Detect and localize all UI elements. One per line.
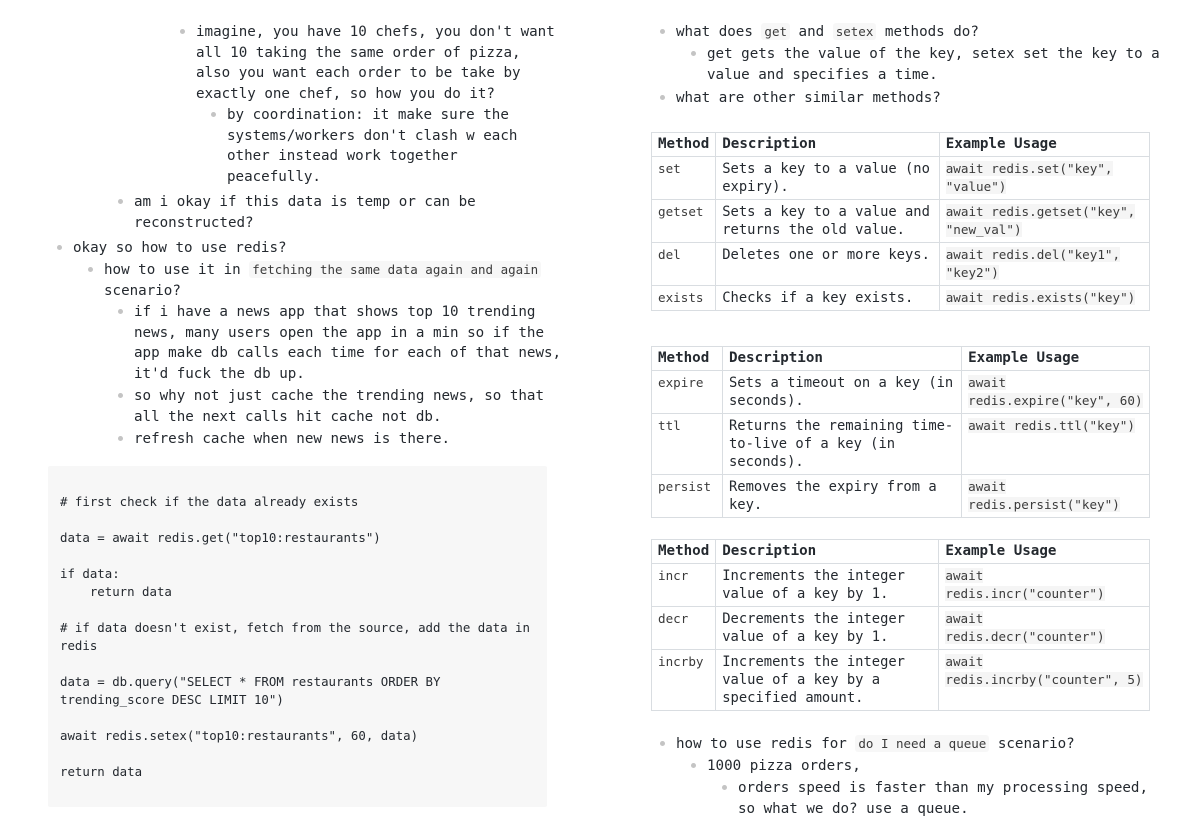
code-line: data = await redis.get("top10:restaurants")	[60, 530, 381, 545]
line: by coordination: it make sure the	[227, 107, 509, 123]
line: 1000 pizza orders,	[707, 758, 861, 774]
code-block	[48, 466, 547, 807]
example-code: await redis.getset("key", "new_val")	[945, 204, 1136, 237]
header-description: Description	[716, 133, 939, 157]
inline-code: do I need a queue	[855, 735, 989, 752]
description-cell: Increments the integer value of a key by 1.	[716, 564, 939, 607]
bullet-dot	[180, 29, 185, 34]
bullet-cache-news	[134, 386, 544, 427]
bullet-refresh-cache	[134, 429, 450, 450]
method-cell: incr	[652, 564, 716, 607]
table-row	[652, 243, 1150, 286]
table-row	[652, 650, 1150, 711]
table-row	[652, 414, 1150, 475]
example-code: await redis.incr("counter")	[945, 568, 1105, 601]
description-cell: Returns the remaining time-to-live of a key (in seconds).	[722, 414, 961, 475]
description-cell: Removes the expiry from a key.	[722, 475, 961, 518]
table-row	[652, 286, 1150, 311]
bullet-dot	[722, 785, 727, 790]
bullet-temp-data	[134, 192, 476, 233]
text: scenario?	[989, 736, 1075, 752]
bullet-queue-scenario	[676, 734, 1075, 755]
method-cell: getset	[652, 200, 716, 243]
bullet-similar-methods	[676, 88, 941, 109]
example-cell	[939, 200, 1149, 243]
bullet-how-to-use-redis	[73, 238, 287, 259]
line: exactly one chef, so how you do it?	[196, 85, 495, 102]
example-code: await redis.decr("counter")	[945, 611, 1105, 644]
line: am i okay if this data is temp or can be	[134, 194, 476, 210]
line: refresh cache when new news is there.	[134, 431, 451, 447]
text: what does	[676, 24, 762, 40]
example-cell	[939, 157, 1149, 200]
bullet-get-setex-question	[676, 22, 979, 43]
code-line: # if data doesn't exist, fetch from the source, add the data in	[60, 620, 530, 635]
bullet-dot	[691, 51, 696, 56]
line: okay so how to use redis?	[73, 240, 287, 256]
code-line: if data:	[60, 566, 120, 581]
table-header-row	[652, 540, 1150, 564]
bullet-pizza-orders	[707, 756, 861, 777]
code-line: return data	[60, 764, 143, 779]
description-cell: Checks if a key exists.	[716, 286, 939, 311]
table-header-row	[652, 347, 1150, 371]
methods-table-expiry	[651, 346, 1150, 518]
example-code: await redis.del("key1", "key2")	[945, 247, 1121, 280]
description-cell: Increments the integer value of a key by a specified amount.	[716, 650, 939, 711]
method-cell: expire	[652, 371, 723, 414]
line: all the next calls hit cache not db.	[134, 408, 442, 425]
line: so why not just cache the trending news, so that	[134, 388, 544, 404]
example-cell	[939, 564, 1150, 607]
description-cell: Decrements the integer value of a key by 1.	[716, 607, 939, 650]
line: what are other similar methods?	[676, 90, 941, 106]
example-cell	[939, 607, 1150, 650]
method-cell: exists	[652, 286, 716, 311]
line: it'd fuck the db up.	[134, 365, 305, 382]
bullet-dot	[118, 199, 123, 204]
line: orders speed is faster than my processing speed,	[738, 780, 1148, 796]
text: methods do?	[876, 24, 979, 40]
bullet-dot	[118, 436, 123, 441]
bullet-coordination	[227, 105, 517, 187]
methods-table-basic	[651, 132, 1150, 311]
description-cell: Deletes one or more keys.	[716, 243, 939, 286]
table-row	[652, 564, 1150, 607]
method-cell: decr	[652, 607, 716, 650]
header-example: Example Usage	[939, 540, 1150, 564]
example-code: await redis.ttl("key")	[968, 418, 1135, 433]
bullet-chefs	[196, 22, 555, 104]
code-line: trending_score DESC LIMIT 10")	[60, 692, 284, 707]
example-code: await redis.persist("key")	[968, 479, 1120, 512]
header-method: Method	[652, 347, 723, 371]
header-description: Description	[716, 540, 939, 564]
line: other instead work together	[227, 148, 458, 165]
example-code: await redis.incrby("counter", 5)	[945, 654, 1143, 687]
line: imagine, you have 10 chefs, you don't want	[196, 24, 555, 40]
method-cell: del	[652, 243, 716, 286]
bullet-dot	[660, 741, 665, 746]
code-line: redis	[60, 638, 98, 653]
table-header-row	[652, 133, 1150, 157]
bullet-dot	[118, 393, 123, 398]
line: systems/workers don't clash w each	[227, 127, 518, 144]
example-code: await redis.exists("key")	[945, 290, 1136, 305]
header-method: Method	[652, 540, 716, 564]
example-cell	[939, 650, 1150, 711]
bullet-dot	[57, 245, 62, 250]
line: get gets the value of the key, setex set the key to a	[707, 46, 1160, 62]
line: app make db calls each time for each of that news,	[134, 345, 562, 362]
bullet-dot	[88, 267, 93, 272]
line: so what we do? use a queue.	[738, 800, 969, 817]
line: also you want each order to be take by	[196, 65, 521, 82]
bullet-dot	[118, 309, 123, 314]
bullet-dot	[660, 95, 665, 100]
inline-code: fetching the same data again and again	[249, 261, 541, 278]
table-row	[652, 371, 1150, 414]
bullet-get-setex-answer	[707, 44, 1160, 85]
line: value and specifies a time.	[707, 66, 938, 83]
line: all 10 taking the same order of pizza,	[196, 44, 521, 61]
code-line: data = db.query("SELECT * FROM restaurants ORDER BY	[60, 674, 441, 689]
example-cell	[939, 243, 1149, 286]
header-method: Method	[652, 133, 716, 157]
table-row	[652, 475, 1150, 518]
table-row	[652, 157, 1150, 200]
bullet-dot	[211, 112, 216, 117]
methods-table-counters	[651, 539, 1150, 711]
method-cell: incrby	[652, 650, 716, 711]
line: news, many users open the app in a min so if the	[134, 324, 544, 341]
method-cell: ttl	[652, 414, 723, 475]
table-row	[652, 200, 1150, 243]
bullet-fetching-scenario	[104, 260, 541, 301]
line: peacefully.	[227, 168, 321, 185]
table-row	[652, 607, 1150, 650]
inline-code: setex	[833, 23, 877, 40]
description-cell: Sets a key to a value (no expiry).	[716, 157, 939, 200]
example-cell	[962, 475, 1150, 518]
text: and	[790, 24, 833, 40]
bullet-news-app	[134, 302, 561, 384]
text: how to use it in	[104, 262, 250, 278]
example-code: await redis.expire("key", 60)	[968, 375, 1143, 408]
header-example: Example Usage	[939, 133, 1149, 157]
bullet-use-queue	[738, 778, 1148, 819]
header-example: Example Usage	[962, 347, 1150, 371]
example-cell	[939, 286, 1149, 311]
method-cell: set	[652, 157, 716, 200]
line: scenario?	[104, 282, 181, 299]
example-cell	[962, 371, 1150, 414]
text: how to use redis for	[676, 736, 856, 752]
description-cell: Sets a key to a value and returns the old value.	[716, 200, 939, 243]
code-line: return data	[60, 584, 172, 599]
bullet-dot	[660, 29, 665, 34]
header-description: Description	[722, 347, 961, 371]
bullet-dot	[691, 763, 696, 768]
inline-code: get	[761, 23, 790, 40]
line: reconstructed?	[134, 214, 254, 231]
example-code: await redis.set("key", "value")	[945, 161, 1113, 194]
code-line: await redis.setex("top10:restaurants", 60, data)	[60, 728, 419, 743]
description-cell: Sets a timeout on a key (in seconds).	[722, 371, 961, 414]
example-cell	[962, 414, 1150, 475]
method-cell: persist	[652, 475, 723, 518]
code-line: # first check if the data already exists	[60, 494, 359, 509]
line: if i have a news app that shows top 10 trending	[134, 304, 536, 320]
